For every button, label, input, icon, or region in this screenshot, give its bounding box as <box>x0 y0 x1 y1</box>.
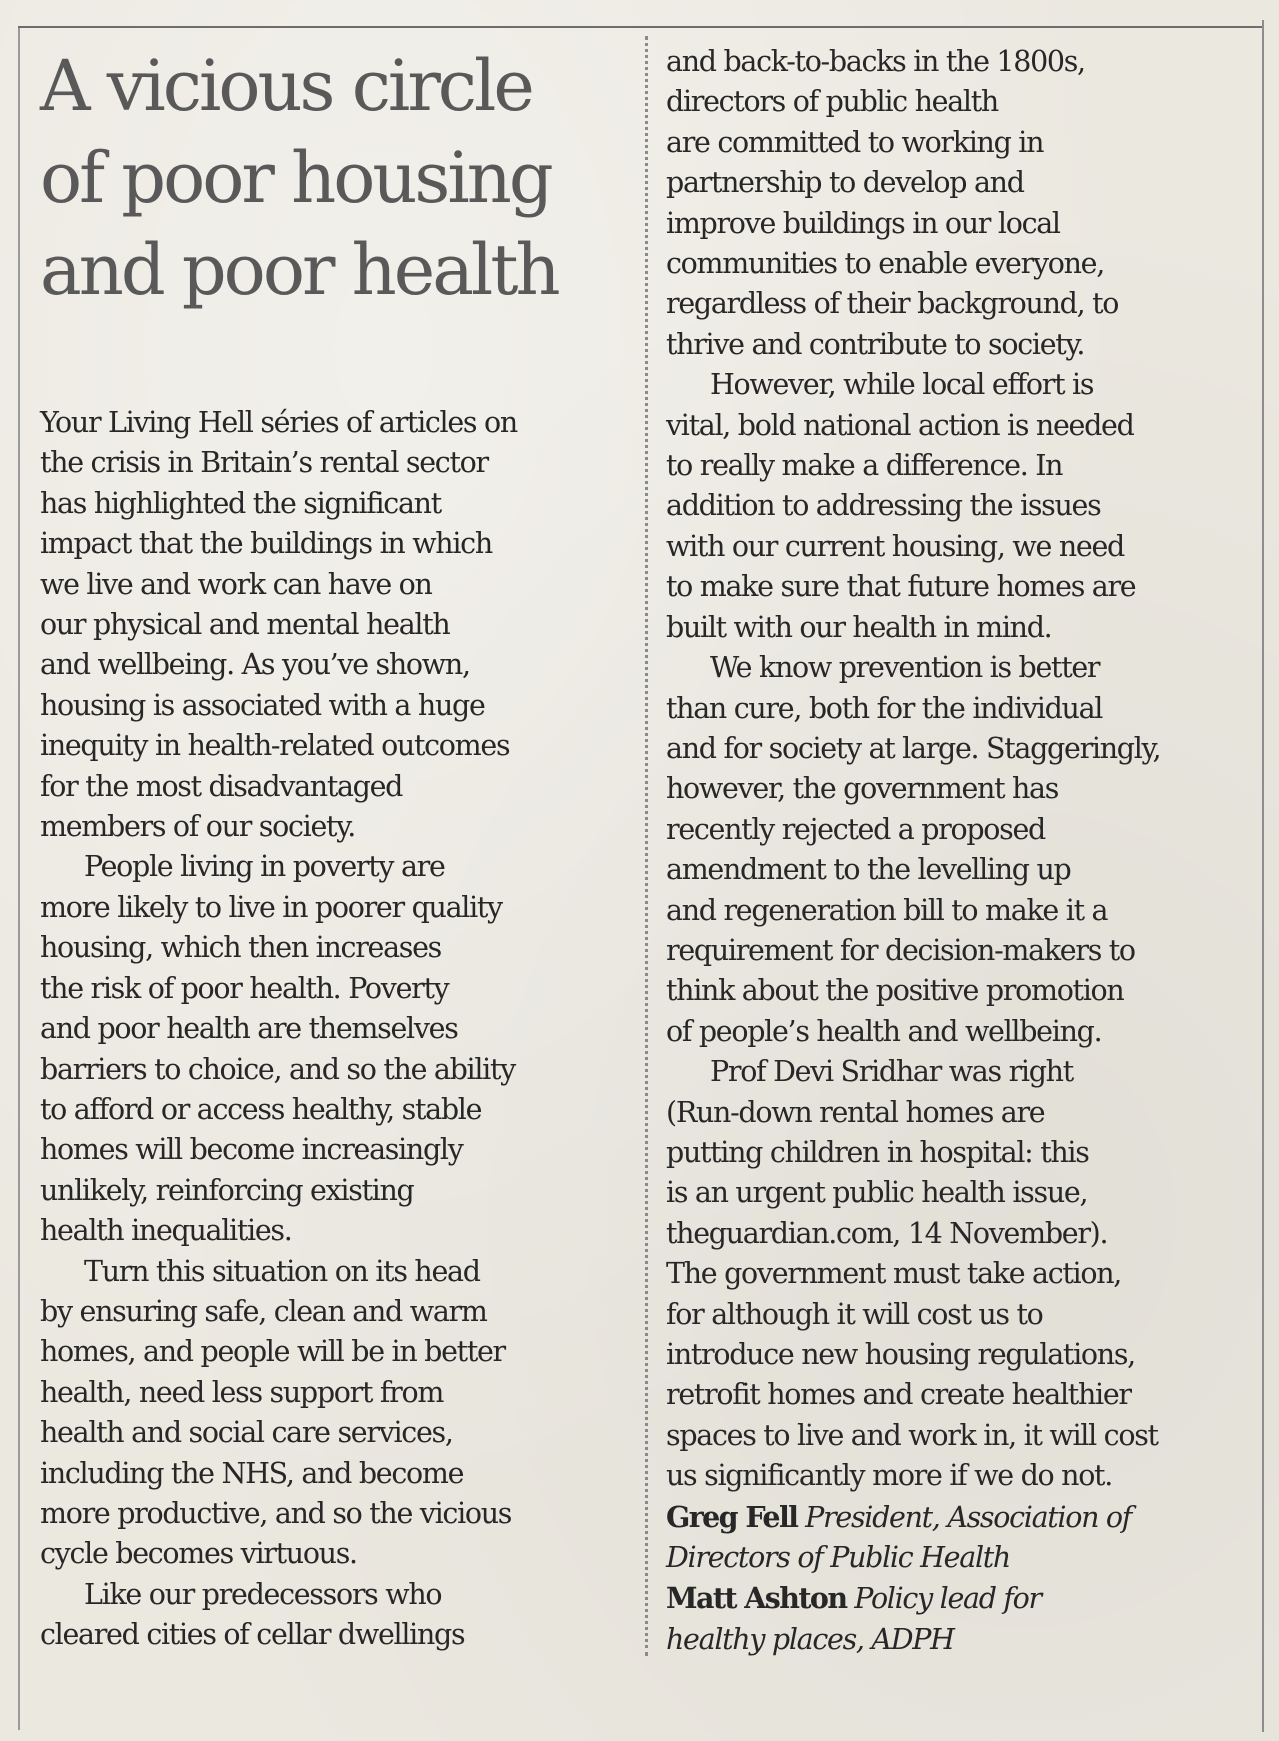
text-line: to afford or access healthy, stable <box>40 1092 482 1126</box>
paragraph-2 <box>40 847 645 1251</box>
paragraph-7 <box>666 1052 1261 1496</box>
text-line: Your Living Hell séries of articles on <box>40 406 517 439</box>
paragraph-5 <box>666 365 1261 648</box>
text-line: more likely to live in poorer quality <box>40 890 502 924</box>
text-line: to really make a difference. In <box>666 449 1063 483</box>
signatory-role: Policy lead for <box>854 1582 1041 1616</box>
signature-line <box>666 1497 1261 1538</box>
paragraph-4-start <box>40 1575 645 1656</box>
text-line: the crisis in Britain’s rental sector <box>40 446 488 480</box>
right-rule <box>1262 20 1264 1732</box>
text-line: cycle becomes virtuous. <box>40 1537 357 1571</box>
text-line: homes will become increasingly <box>40 1133 463 1167</box>
text-line: homes, and people will be in better <box>40 1335 505 1369</box>
text-line: for although it will cost us to <box>666 1297 1043 1331</box>
signature-line <box>666 1578 1261 1619</box>
text-line: us significantly more if we do not. <box>666 1459 1112 1493</box>
text-line: and for society at large. Staggeringly, <box>666 731 1161 765</box>
text-line: of people’s health and wellbeing. <box>666 1014 1102 1048</box>
left-column <box>40 403 645 1656</box>
text-line: vital, bold national action is needed <box>666 408 1134 442</box>
paragraph-6 <box>666 648 1261 1052</box>
text-line: partnership to develop and <box>666 166 1024 200</box>
headline-line: and poor health <box>40 229 558 311</box>
text-line: more productive, and so the vicious <box>40 1496 512 1530</box>
text-line: Like our predecessors who <box>84 1577 442 1611</box>
text-line: health, need less support from <box>40 1375 444 1409</box>
text-line: requirement for decision-makers to <box>666 933 1135 967</box>
text-line: communities to enable everyone, <box>666 247 1104 281</box>
signatory-role: Directors of Public Health <box>666 1541 1010 1575</box>
text-line: and poor health are themselves <box>40 1012 458 1046</box>
signatory-role: President, Association of <box>805 1500 1132 1534</box>
right-column <box>666 42 1261 1660</box>
text-line: impact that the buildings in which <box>40 527 492 561</box>
text-line: is an urgent public health issue, <box>666 1176 1088 1210</box>
text-line: and wellbeing. As you’ve shown, <box>40 648 470 682</box>
text-line: retrofit homes and create healthier <box>666 1378 1131 1412</box>
text-line: with our current housing, we need <box>666 529 1124 563</box>
text-line: housing is associated with a huge <box>40 688 485 722</box>
text-line: including the NHS, and become <box>40 1456 464 1490</box>
headline <box>40 40 630 316</box>
text-line: by ensuring safe, clean and warm <box>40 1294 487 1328</box>
signatory-name: Greg Fell <box>666 1499 798 1534</box>
text-line: putting children in hospital: this <box>666 1135 1089 1169</box>
text-line: barriers to choice, and so the ability <box>40 1052 515 1086</box>
paragraph-4-continued <box>666 42 1261 365</box>
text-line: are committed to working in <box>666 125 1044 159</box>
text-line: (Run-down rental homes are <box>666 1095 1045 1129</box>
text-line: Turn this situation on its head <box>84 1254 480 1288</box>
text-line: for the most disadvantaged <box>40 769 403 803</box>
headline-line: of poor housing <box>40 137 551 219</box>
text-line: the risk of poor health. Poverty <box>40 971 449 1005</box>
text-line: theguardian.com, 14 November). <box>666 1216 1108 1250</box>
text-line: built with our health in mind. <box>666 610 1052 644</box>
text-line: we live and work can have on <box>40 567 432 601</box>
headline-line: A vicious circle <box>40 45 532 127</box>
text-line: has highlighted the significant <box>40 486 441 520</box>
text-line: think about the positive promotion <box>666 974 1124 1008</box>
signature-1 <box>666 1497 1261 1579</box>
text-line: cleared cities of cellar dwellings <box>40 1618 465 1652</box>
text-line: We know prevention is better <box>710 651 1100 685</box>
paragraph-1 <box>40 403 645 847</box>
text-line: directors of public health <box>666 85 998 119</box>
column-divider <box>645 36 648 1656</box>
text-line: our physical and mental health <box>40 608 450 642</box>
text-line: inequity in health-related outcomes <box>40 729 510 763</box>
text-line: unlikely, reinforcing existing <box>40 1173 414 1207</box>
text-line: spaces to live and work in, it will cost <box>666 1418 1158 1452</box>
signatory-name: Matt Ashton <box>666 1581 847 1616</box>
text-line: thrive and contribute to society. <box>666 327 1085 361</box>
signature-2 <box>666 1578 1261 1660</box>
text-line: than cure, both for the individual <box>666 691 1103 725</box>
text-line: People living in poverty are <box>84 850 445 884</box>
text-line: introduce new housing regulations, <box>666 1338 1135 1371</box>
text-line: and regeneration bill to make it a <box>666 893 1108 927</box>
text-line: and back-to-backs in the 1800s, <box>666 45 1085 78</box>
text-line: The government must take action, <box>666 1257 1122 1291</box>
text-line: however, the government has <box>666 772 1059 806</box>
text-line: housing, which then increases <box>40 931 441 965</box>
text-line: health and social care services, <box>40 1416 453 1450</box>
text-line: recently rejected a proposed <box>666 812 1045 846</box>
text-line: However, while local effort is <box>710 368 1094 402</box>
text-line: regardless of their background, to <box>666 287 1119 321</box>
text-line: members of our society. <box>40 810 355 844</box>
text-line: addition to addressing the issues <box>666 489 1101 523</box>
top-rule <box>18 26 1262 28</box>
left-rule <box>18 28 20 1730</box>
text-line: amendment to the levelling up <box>666 853 1071 887</box>
paragraph-3 <box>40 1252 645 1575</box>
text-line: improve buildings in our local <box>666 206 1060 240</box>
text-line: Prof Devi Sridhar was right <box>710 1055 1073 1089</box>
text-line: health inequalities. <box>40 1214 292 1248</box>
text-line: to make sure that future homes are <box>666 570 1136 604</box>
signatory-role: healthy places, ADPH <box>666 1622 954 1656</box>
